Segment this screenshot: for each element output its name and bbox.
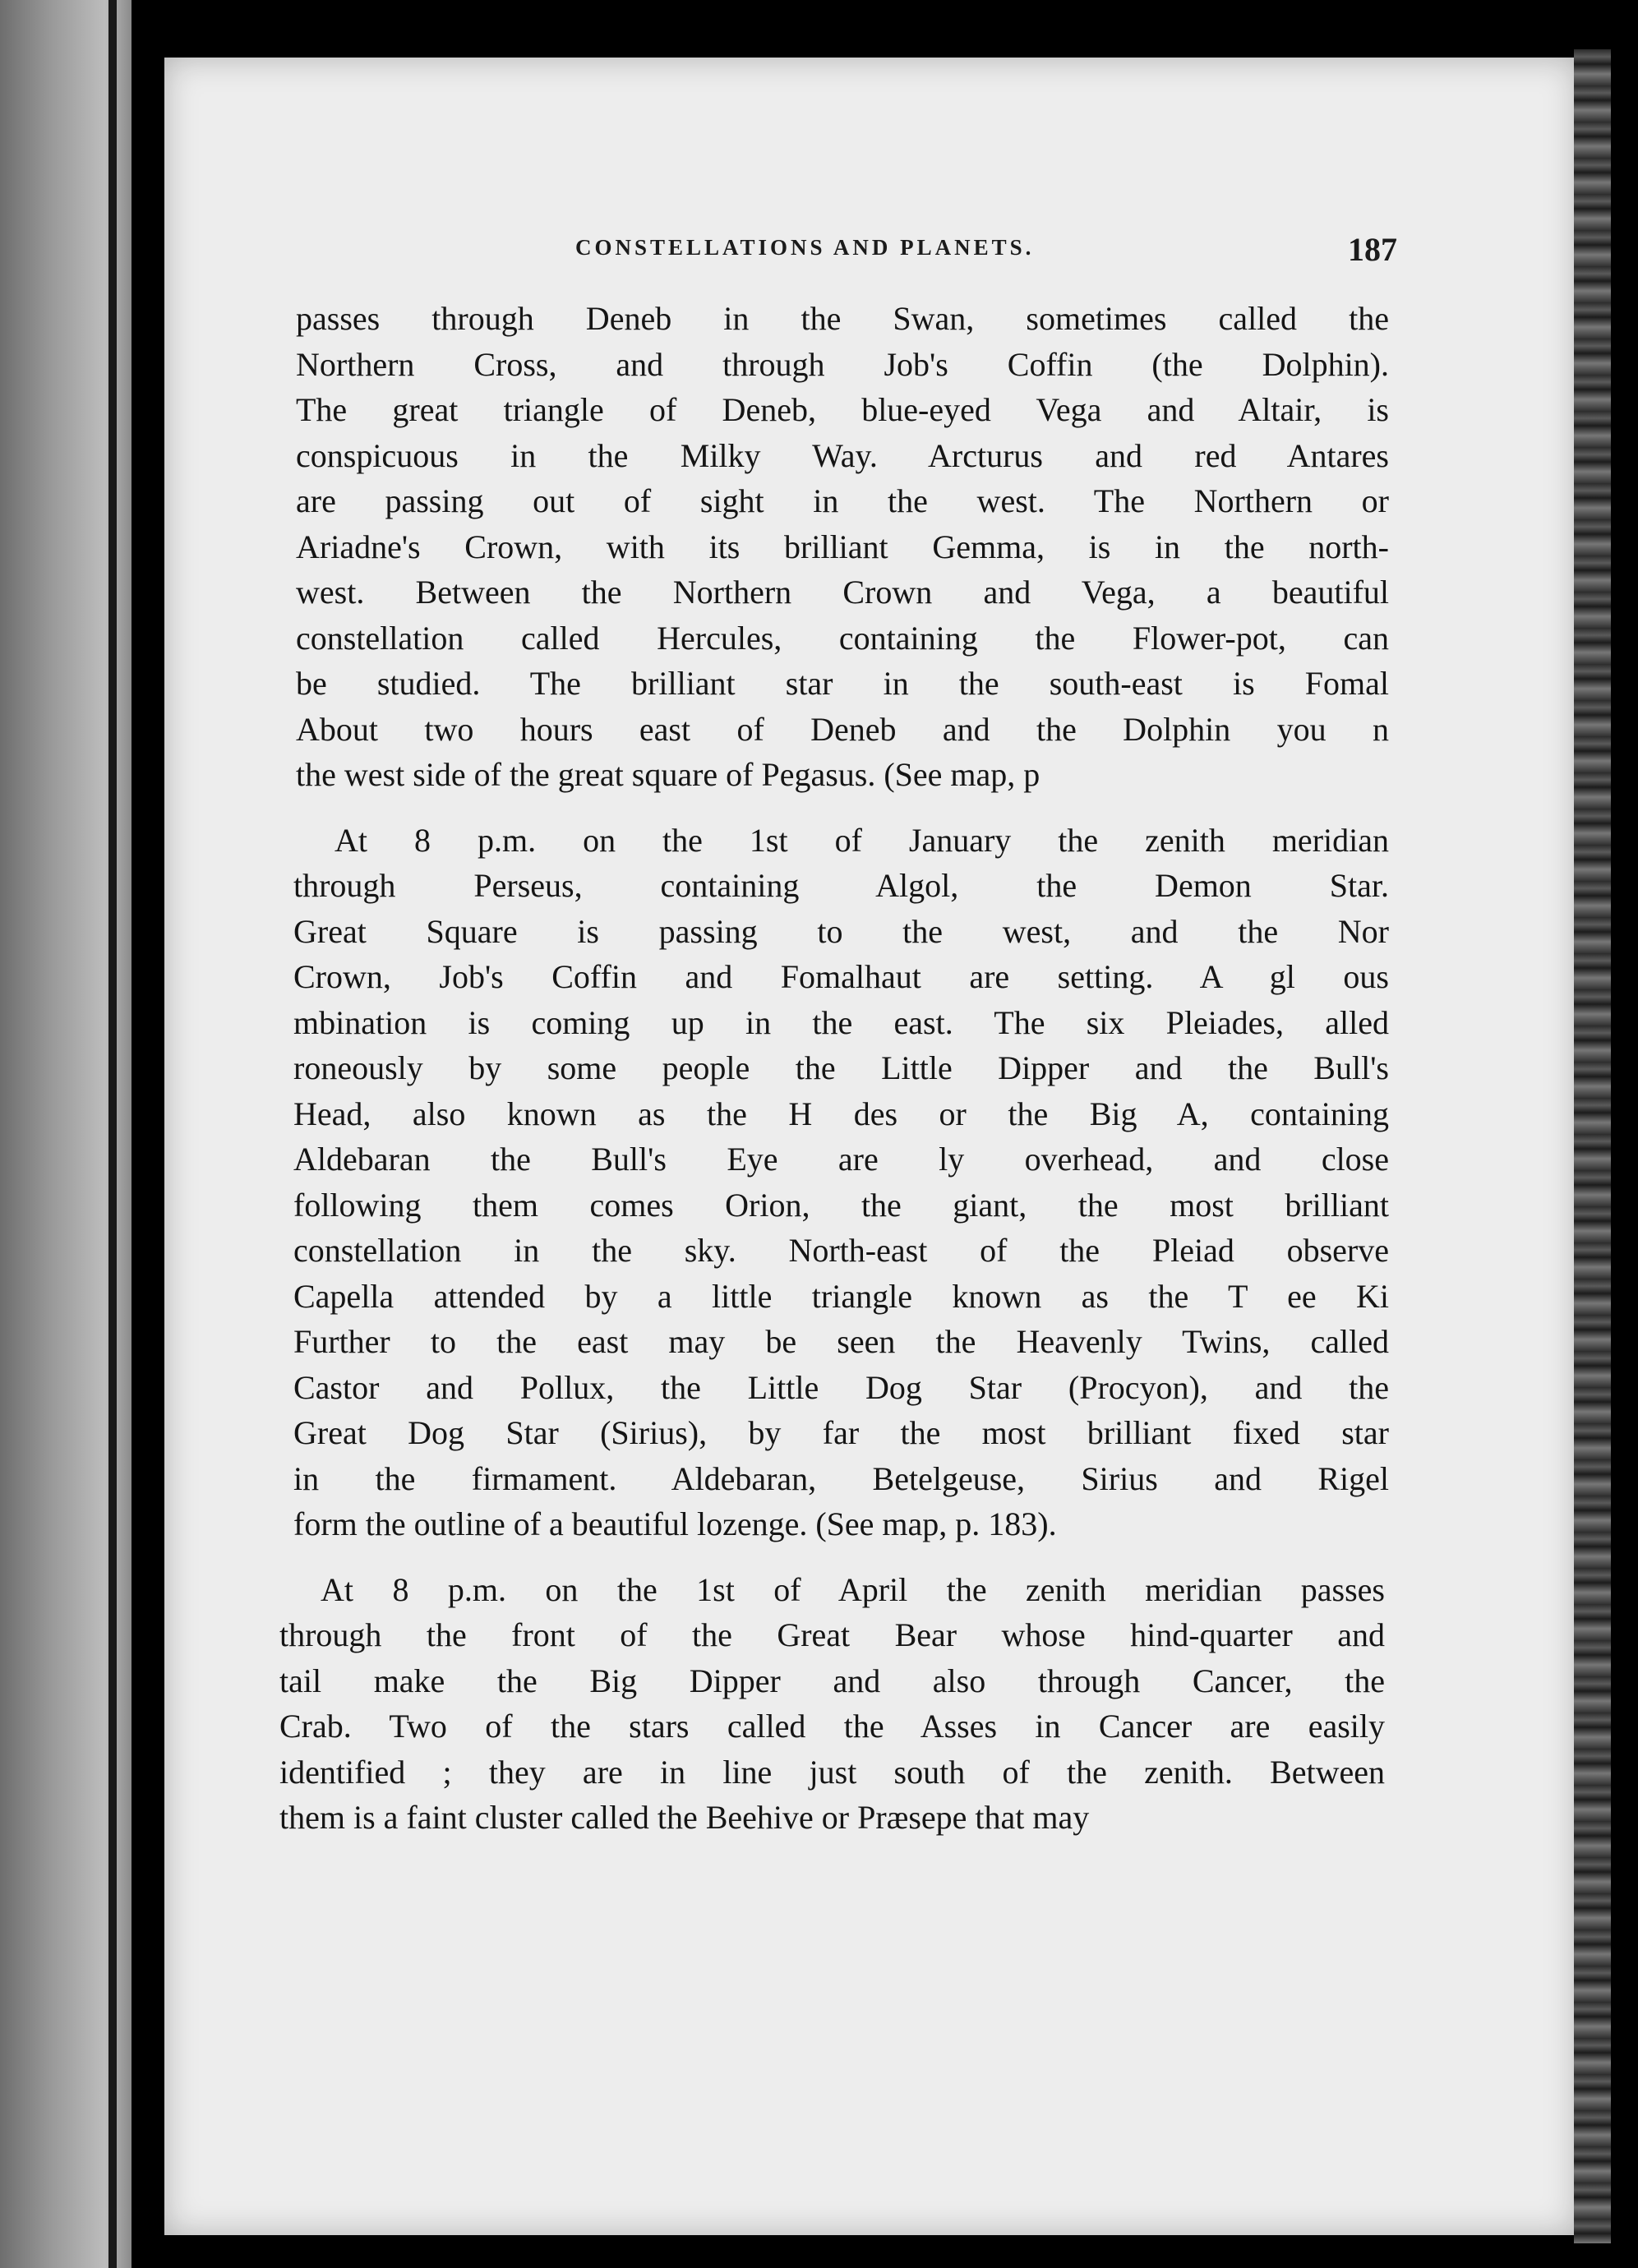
text-line: Head, also known as the H des or the Big A, containing xyxy=(293,1095,1389,1132)
text-line: mbination is coming up in the east. The six Pleiades, alled xyxy=(293,1003,1389,1041)
text-line: tail make the Big Dipper and also through Cancer, the xyxy=(279,1662,1385,1699)
text-line: identified ; they are in line just south of the zenith. Between xyxy=(279,1753,1385,1791)
paragraph-3 xyxy=(279,1567,1385,1841)
text-line: Castor and Pollux, the Little Dog Star (Procyon), and the xyxy=(293,1368,1389,1406)
text-line: the west side of the great square of Pegasus. (See map, p xyxy=(296,756,1040,793)
text-line: west. Between the Northern Crown and Vega, a beautiful xyxy=(296,574,1389,611)
text-line: Ariadne's Crown, with its brilliant Gemma, is in the north- xyxy=(296,528,1389,565)
text-line: Crab. Two of the stars called the Asses in Cancer are easily xyxy=(279,1708,1385,1745)
text-line: Aldebaran the Bull's Eye are ly overhead, and close xyxy=(293,1141,1389,1178)
text-line: Northern Cross, and through Job's Coffin (the Dolphin). xyxy=(296,345,1389,383)
text-line: be studied. The brilliant star in the south-east is Fomal xyxy=(296,665,1389,702)
text-line: form the outline of a beautiful lozenge. (See map, p. 183). xyxy=(293,1505,1057,1542)
body-text xyxy=(279,296,1389,1860)
paragraph-1 xyxy=(296,296,1389,798)
paragraph-2 xyxy=(293,818,1389,1547)
text-line: At 8 p.m. on the 1st of January the zenith meridian xyxy=(335,821,1389,859)
text-line: passes through Deneb in the Swan, sometimes called the xyxy=(296,300,1389,337)
text-line: The great triangle of Deneb, blue-eyed Vega and Altair, is xyxy=(296,391,1389,428)
page-gutter-shadow xyxy=(108,0,117,2268)
text-line: roneously by some people the Little Dipper and the Bull's xyxy=(293,1049,1389,1086)
running-title: CONSTELLATIONS AND PLANETS. xyxy=(575,235,1035,260)
page-header xyxy=(575,230,1397,279)
text-line: At 8 p.m. on the 1st of April the zenith meridian passes xyxy=(321,1570,1385,1608)
text-line: them is a faint cluster called the Beehive or Præsepe that may xyxy=(279,1799,1090,1836)
text-line: conspicuous in the Milky Way. Arcturus and red Antares xyxy=(296,436,1389,474)
text-line: through the front of the Great Bear whose hind-quarter and xyxy=(279,1616,1385,1653)
text-line: constellation called Hercules, containing the Flower-pot, can xyxy=(296,619,1389,657)
text-line: Great Dog Star (Sirius), by far the most brilliant fixed star xyxy=(293,1414,1389,1451)
text-line: through Perseus, containing Algol, the Demon Star. xyxy=(293,867,1389,904)
text-line: in the firmament. Aldebaran, Betelgeuse, Sirius and Rigel xyxy=(293,1459,1389,1497)
binding-edge xyxy=(1574,49,1611,2243)
page-number: 187 xyxy=(1348,231,1397,268)
text-line: Further to the east may be seen the Heavenly Twins, called xyxy=(293,1323,1389,1360)
text-line: Capella attended by a little triangle known as the T ee Ki xyxy=(293,1277,1389,1315)
text-line: About two hours east of Deneb and the Dolphin you n xyxy=(296,710,1389,748)
text-line: Great Square is passing to the west, and the Nor xyxy=(293,912,1389,950)
text-line: constellation in the sky. North-east of the Pleiad observe xyxy=(293,1232,1389,1269)
text-line: Crown, Job's Coffin and Fomalhaut are setting. A gl ous xyxy=(293,958,1389,995)
text-line: are passing out of sight in the west. The Northern or xyxy=(296,482,1389,519)
text-line: following them comes Orion, the giant, the most brilliant xyxy=(293,1186,1389,1224)
